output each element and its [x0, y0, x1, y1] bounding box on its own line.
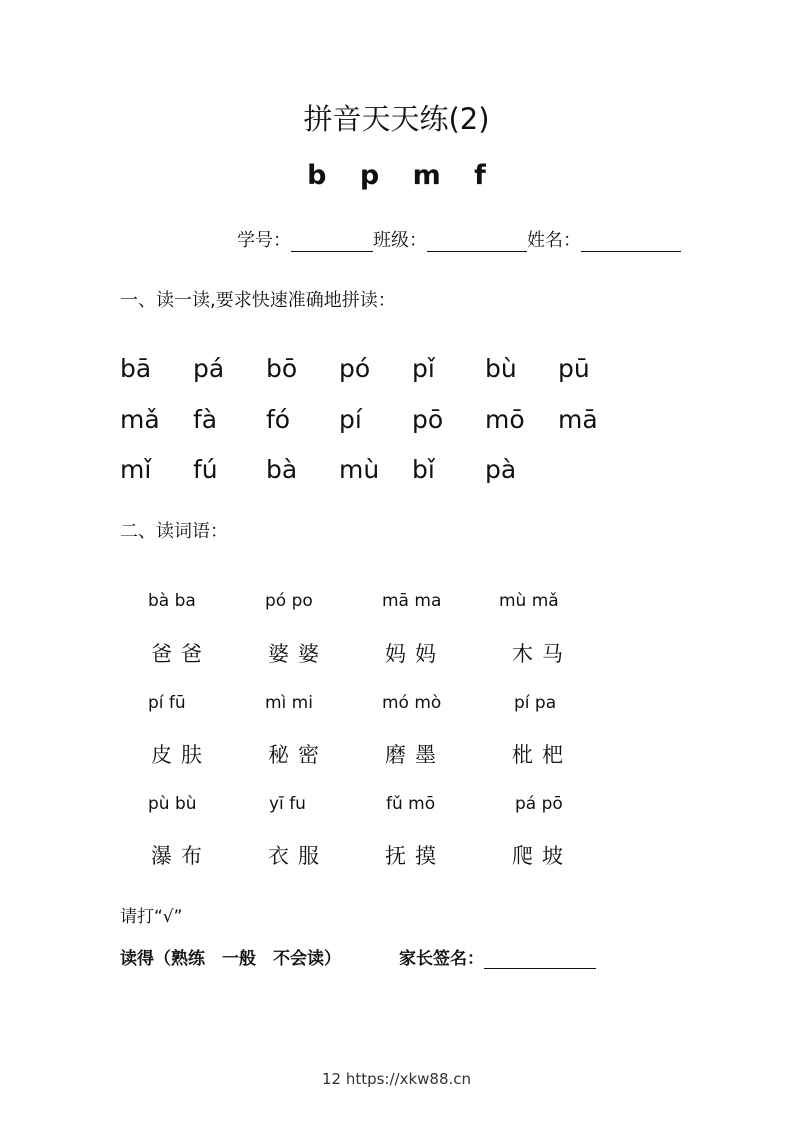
word-pinyin: mó mò	[382, 693, 442, 713]
section2-heading: 二、读词语：	[120, 521, 228, 542]
letters-row	[0, 160, 793, 191]
word-hanzi: 婆婆	[268, 642, 328, 666]
syllable: bǐ	[412, 455, 435, 484]
student-id-blank[interactable]	[291, 231, 373, 252]
word-hanzi: 木马	[512, 642, 572, 666]
check-instruction: 请打“√”	[120, 907, 183, 927]
word-pinyin: mā ma	[382, 591, 442, 611]
word-pinyin-row-2	[148, 693, 631, 713]
reading-level-label: 读得（熟练 一般 不会读）	[120, 949, 341, 969]
syllable: fú	[193, 455, 218, 484]
word-pinyin-row-1	[148, 591, 616, 611]
page-title: 拼音天天练(2)	[303, 102, 490, 136]
page-footer: 12 https://xkw88.cn	[321, 1070, 472, 1088]
word-hanzi-row-3	[151, 840, 629, 870]
word-hanzi: 妈妈	[385, 642, 445, 666]
word-hanzi: 抚摸	[385, 844, 445, 868]
syllable: pó	[339, 354, 371, 383]
syllable: mō	[485, 405, 525, 434]
parent-sign-label: 家长签名：	[399, 949, 484, 969]
letter-b: b	[307, 160, 327, 191]
info-row	[237, 226, 681, 252]
syllable: pū	[558, 354, 590, 383]
letter-m: m	[412, 160, 441, 191]
section1-heading: 一、读一读,要求快速准确地拼读：	[120, 290, 396, 311]
syllable: pí	[339, 405, 362, 434]
syllable: pá	[193, 354, 225, 383]
word-pinyin: pó po	[265, 591, 313, 611]
word-hanzi-row-2	[151, 739, 629, 769]
name-blank[interactable]	[581, 231, 681, 252]
syllable: bō	[266, 354, 298, 383]
word-pinyin: pí pa	[514, 693, 557, 713]
word-hanzi: 皮肤	[151, 743, 211, 767]
word-hanzi: 磨墨	[385, 743, 445, 767]
word-pinyin: fǔ mō	[386, 794, 436, 814]
word-pinyin: mì mi	[265, 693, 313, 713]
reading-row	[120, 944, 596, 969]
syllable: mǐ	[120, 455, 152, 484]
word-hanzi: 爬坡	[512, 844, 572, 868]
syllable-row-3	[120, 455, 558, 484]
syllable: pà	[485, 455, 517, 484]
syllable: mā	[558, 405, 598, 434]
word-pinyin: yī fu	[269, 794, 306, 814]
word-pinyin: bà ba	[148, 591, 196, 611]
word-hanzi: 秘密	[268, 743, 328, 767]
word-pinyin: pí fū	[148, 693, 186, 713]
word-hanzi: 爸爸	[151, 642, 211, 666]
word-pinyin: mù mǎ	[499, 591, 559, 611]
letter-p: p	[359, 160, 380, 191]
word-pinyin: pá pō	[515, 794, 563, 814]
syllable: bà	[266, 455, 298, 484]
word-hanzi: 枇杷	[512, 743, 572, 767]
syllable-row-1	[120, 354, 631, 383]
student-id-label: 学号：	[237, 230, 291, 251]
class-label: 班级：	[373, 230, 427, 251]
word-hanzi-row-1	[151, 638, 629, 668]
letter-f: f	[474, 160, 486, 191]
syllable: bù	[485, 354, 517, 383]
syllable: pǐ	[412, 354, 435, 383]
word-hanzi: 瀑布	[151, 844, 211, 868]
syllable: fó	[266, 405, 291, 434]
word-hanzi: 衣服	[268, 844, 328, 868]
syllable: mù	[339, 455, 380, 484]
class-blank[interactable]	[427, 231, 527, 252]
syllable: mǎ	[120, 405, 160, 434]
syllable: fà	[193, 405, 218, 434]
word-pinyin: pù bù	[148, 794, 197, 814]
syllable: bā	[120, 354, 152, 383]
parent-sign-blank[interactable]	[484, 948, 596, 969]
syllable: pō	[412, 405, 444, 434]
word-pinyin-row-3	[148, 794, 632, 814]
syllable-row-2	[120, 405, 631, 434]
name-label: 姓名：	[527, 230, 581, 251]
